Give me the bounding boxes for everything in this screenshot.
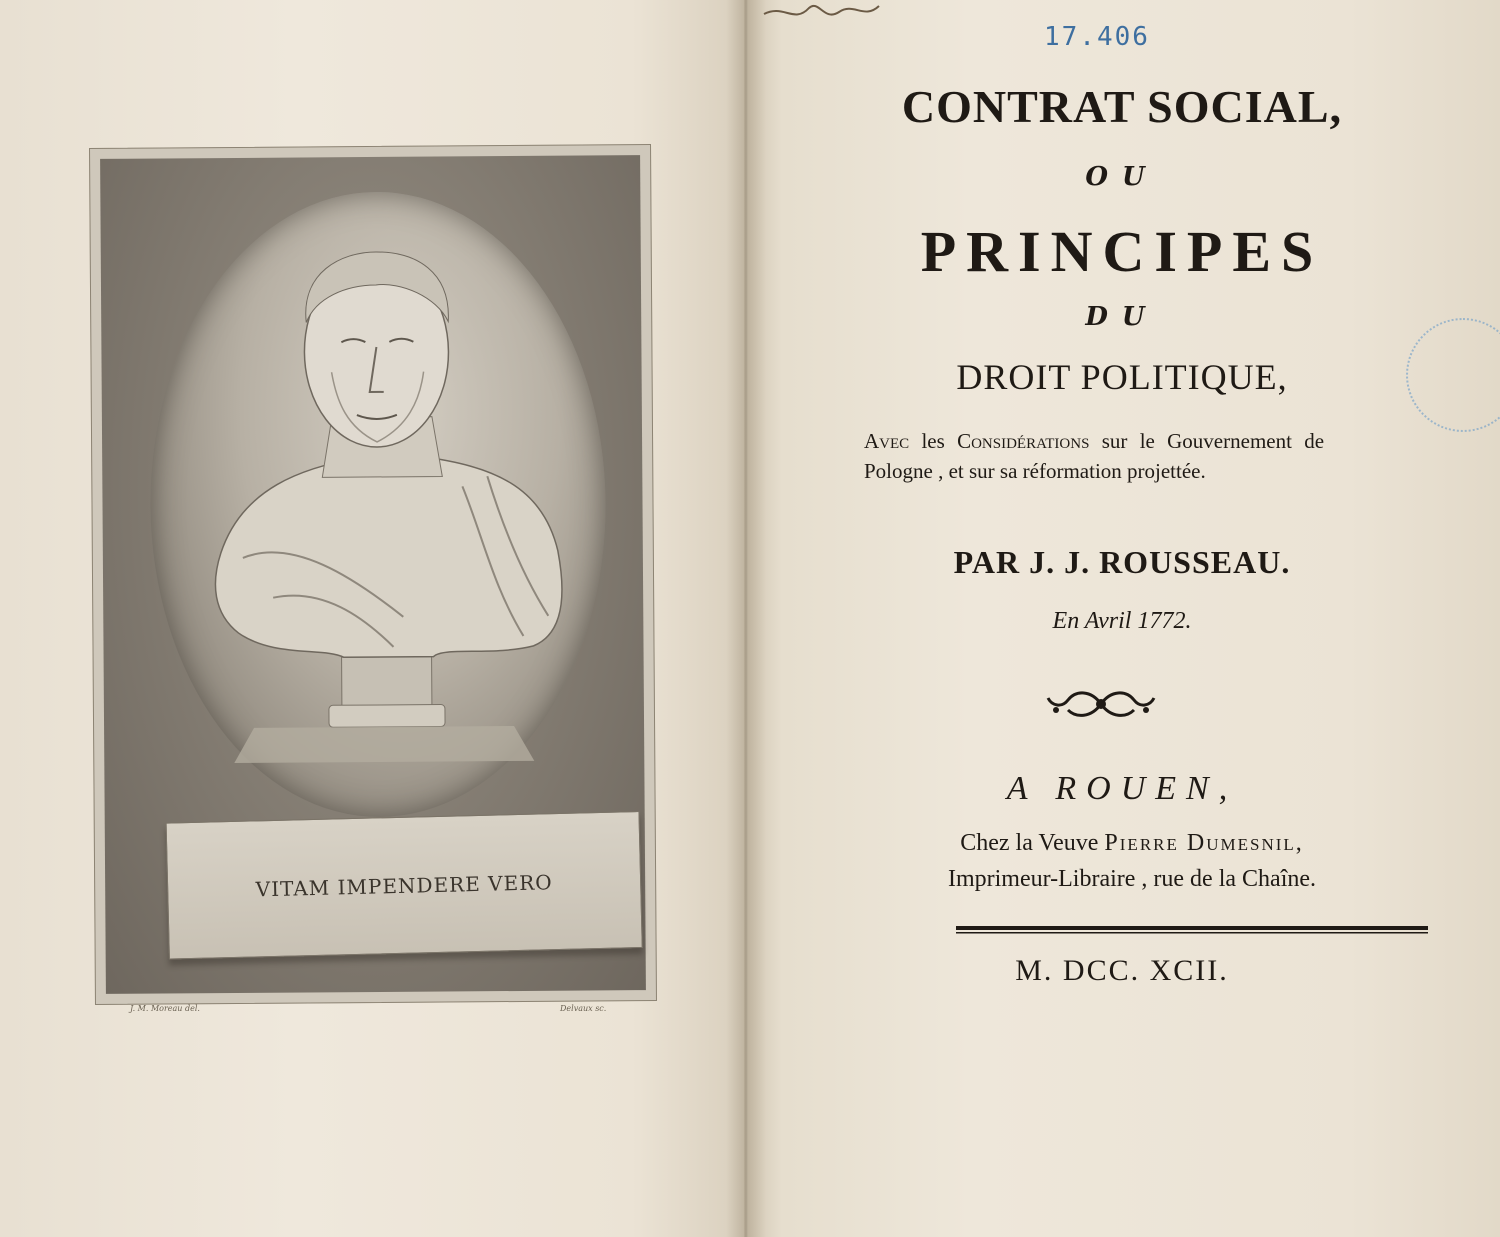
date-line: En Avril 1772. — [1052, 608, 1192, 634]
subtitle-les: les — [921, 429, 945, 453]
publication-year: M. DCC. XCII. — [1015, 954, 1229, 987]
author-line: PAR J. J. ROUSSEAU. — [953, 544, 1291, 580]
double-rule-divider — [956, 926, 1428, 936]
inscription-stone — [166, 811, 643, 960]
printer-line-1 — [754, 830, 1500, 857]
book-gutter — [726, 0, 766, 1237]
right-page — [744, 0, 1500, 1237]
engraving-background — [100, 155, 646, 994]
engraving-credit-left: J. M. Moreau del. — [130, 1004, 200, 1013]
title-line-3: DROIT POLITIQUE, — [956, 357, 1288, 397]
subtitle-paragraph — [864, 426, 1324, 486]
inscription-text: VITAM IMPENDERE VERO — [255, 869, 553, 901]
printer-line-2: Imprimeur-Libraire , rue de la Chaîne. — [947, 866, 1317, 892]
subtitle-considerations: Considérations — [957, 429, 1090, 453]
subtitle-avec: Avec — [864, 429, 910, 453]
printers-ornament-icon — [1046, 686, 1156, 722]
title-line-2: PRINCIPES — [920, 219, 1324, 284]
library-stamp-number: 17.406 — [1044, 22, 1150, 52]
engraving-credit-right: Delvaux sc. — [560, 1004, 607, 1013]
printer-prefix: Chez la Veuve — [960, 830, 1099, 856]
title-ou: OU — [1085, 162, 1159, 192]
title-du: DU — [1085, 302, 1159, 332]
left-page — [0, 0, 744, 1237]
printer-name: Pierre Dumesnil, — [1104, 830, 1304, 856]
handwritten-signature-image — [754, 0, 914, 34]
place-line: A ROUEN, — [1006, 770, 1238, 807]
subtitle-rest: sur le Gouvernement de Pologne , et sur sa réformation projettée. — [864, 429, 1325, 483]
title-line-1: CONTRAT SOCIAL, — [901, 81, 1343, 132]
frontispiece-engraving — [89, 144, 657, 1005]
